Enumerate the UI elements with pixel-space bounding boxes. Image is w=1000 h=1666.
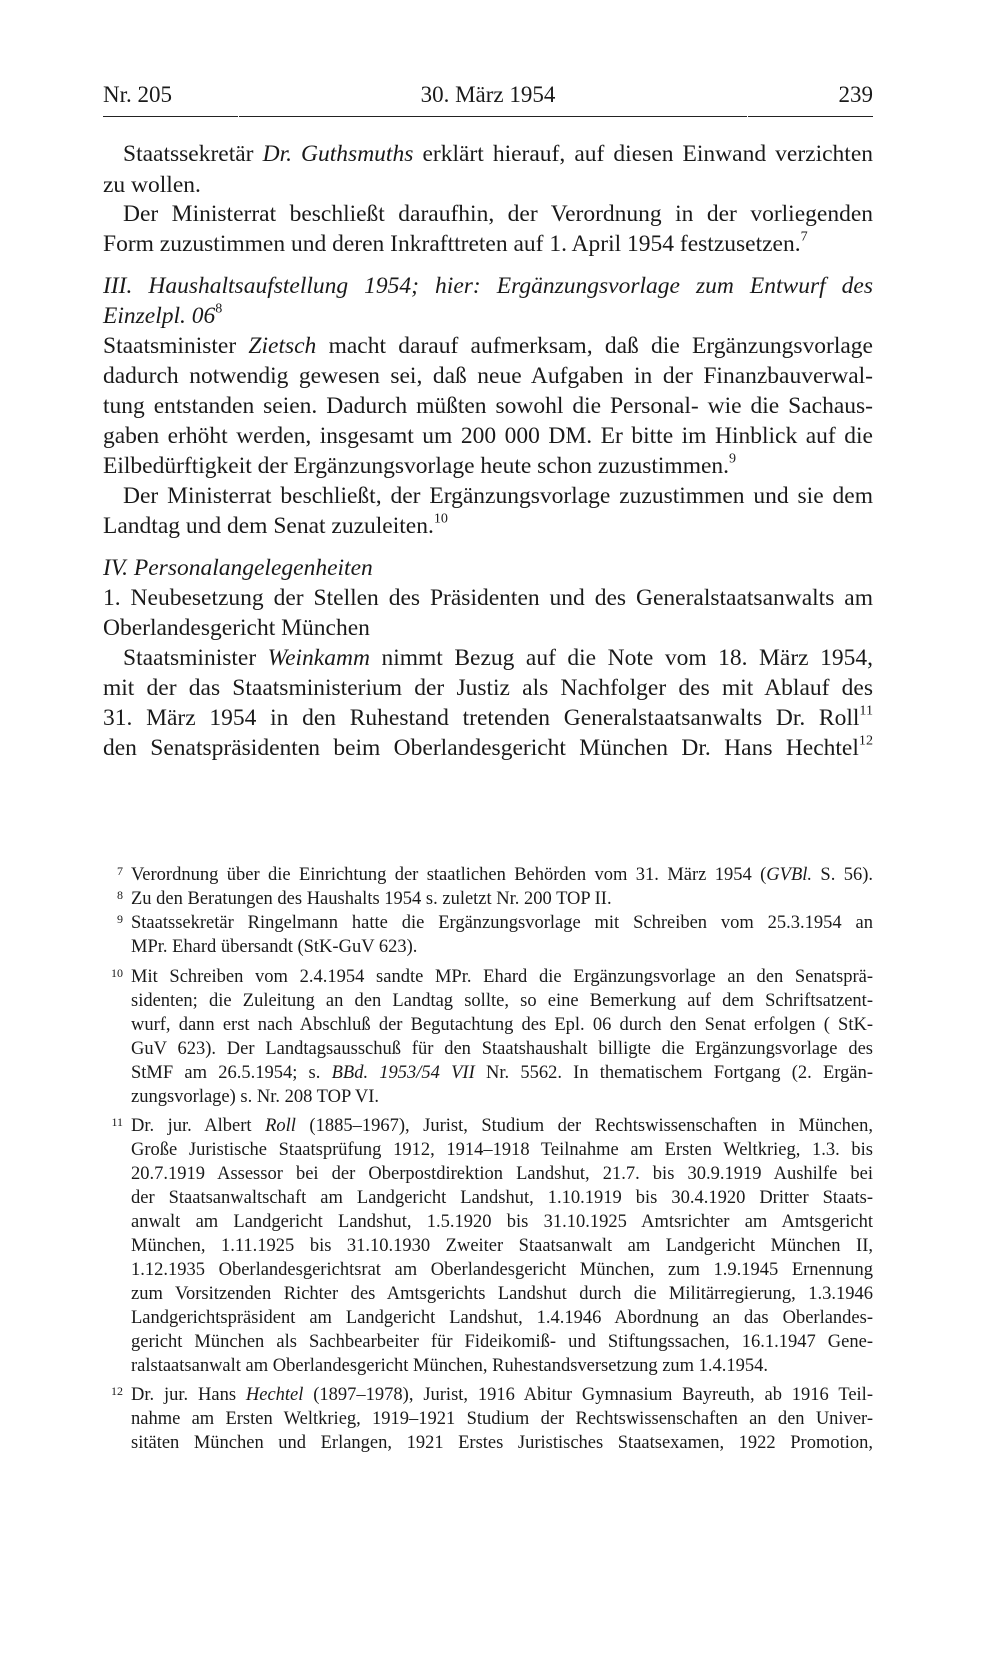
paragraph-line: zu wollen.: [103, 172, 201, 198]
footnote-line: zum Vorsitzenden Richter des Amtsgerichts Landshut durch die Militärregierung, 1.3.1946: [131, 1284, 873, 1304]
header-rule-left: [103, 116, 238, 117]
paragraph-line: tung entstanden seien. Dadurch müßten sowohl die Personal- wie die Sachaus-: [103, 393, 873, 419]
footnote-line: sitäten München und Erlangen, 1921 Erstes Juristisches Staatsexamen, 1922 Promotion,: [131, 1433, 873, 1453]
paragraph-line: den Senatspräsidenten beim Oberlandesgericht München Dr. Hans Hechtel$^{12}$: [103, 732, 873, 761]
paragraph-line: Staatsminister Zietsch macht darauf aufmerksam, daß die Ergänzungsvorlage: [103, 333, 873, 359]
footnote-line: wurf, dann erst nach Abschluß der Begutachtung des Epl. 06 durch den Senat erfolgen ( StK-: [131, 1015, 873, 1035]
person-name: Weinkamm: [267, 645, 370, 671]
footnote-number: 8: [117, 888, 123, 902]
footnote-line: Staatssekretär Ringelmann hatte die Ergänzungsvorlage mit Schreiben vom 25.3.1954 an: [131, 913, 873, 933]
footnote-line: sidenten; die Zuleitung an den Landtag sollte, so eine Bemerkung auf dem Schriftsatzent-: [131, 991, 873, 1011]
paragraph-line: dadurch notwendig gewesen sei, daß neue Aufgaben in der Finanzbauverwal-: [103, 363, 873, 389]
paragraph-line: Der Ministerrat beschließt, der Ergänzungsvorlage zuzustimmen und sie dem: [123, 483, 873, 509]
section-heading: IV. Personalangelegenheiten: [103, 555, 373, 581]
header-rule-center: [239, 116, 747, 117]
section-heading: III. Haushaltsaufstellung 1954; hier: Ergänzungsvorlage zum Entwurf des: [103, 273, 873, 299]
footnote-number: 9: [117, 912, 123, 926]
footnote-line: München, 1.11.1925 bis 31.10.1930 Zweiter Staatsanwalt am Landgericht München II,: [131, 1236, 873, 1256]
footnote-number: 11: [111, 1115, 123, 1129]
paragraph-line: Landtag und dem Senat zuzuleiten.$^{10}$: [103, 510, 448, 539]
footnote-line: GuV 623). Der Landtagsausschuß für den Staatshaushalt billigte die Ergänzungsvorlage des: [131, 1039, 873, 1059]
footnote-line: Landgerichtspräsident am Landgericht Landshut, 1.4.1946 Abordnung an das Oberlandes-: [131, 1308, 873, 1328]
subsection-heading: 1. Neubesetzung der Stellen des Präsidenten und des Generalstaatsanwalts am: [103, 585, 873, 611]
page-number: 239: [838, 82, 873, 107]
footnote-line: Dr. jur. Albert Roll (1885–1967), Jurist, Studium der Rechtswissenschaften in München,: [131, 1116, 873, 1136]
person-name: Zietsch: [248, 333, 317, 359]
footnote-ref[interactable]: 11: [859, 702, 873, 719]
footnote-ref[interactable]: 9: [729, 450, 737, 467]
footnote-line: Mit Schreiben vom 2.4.1954 sandte MPr. Ehard die Ergänzungsvorlage an den Senatsprä-: [131, 967, 873, 987]
footnote-line: Dr. jur. Hans Hechtel (1897–1978), Jurist, 1916 Abitur Gymnasium Bayreuth, ab 1916 Teil-: [131, 1385, 873, 1405]
footnote-ref[interactable]: 7: [800, 228, 808, 245]
paragraph-line: Staatsminister Weinkamm nimmt Bezug auf die Note vom 18. März 1954,: [123, 645, 873, 671]
footnote-line: Zu den Beratungen des Haushalts 1954 s. zuletzt Nr. 200 TOP II.: [131, 889, 612, 909]
footnote-line: gericht München als Sachbearbeiter für Fideikomiß- und Stiftungssachen, 16.1.1947 Gene-: [131, 1332, 873, 1352]
footnote-number: 10: [111, 966, 123, 980]
footnote-line: anwalt am Landgericht Landshut, 1.5.1920 bis 31.10.1925 Amtsrichter am Amtsgericht: [131, 1212, 873, 1232]
footnote-line: nahme am Ersten Weltkrieg, 1919–1921 Studium der Rechtswissenschaften an den Univer-: [131, 1409, 873, 1429]
footnote-line: MPr. Ehard übersandt (StK-GuV 623).: [131, 937, 418, 957]
document-number: Nr. 205: [103, 82, 172, 107]
paragraph-line: Form zuzustimmen und deren Inkrafttreten auf 1. April 1954 festzusetzen.$^7$: [103, 228, 808, 257]
footnote-line: 1.12.1935 Oberlandesgerichtsrat am Oberlandesgericht München, zum 1.9.1945 Ernennung: [131, 1260, 873, 1280]
person-name: Dr. Guthsmuths: [262, 141, 414, 167]
footnote-ref[interactable]: 10: [433, 510, 448, 527]
paragraph-line: Eilbedürftigkeit der Ergänzungsvorlage heute schon zuzustimmen.$^9$: [103, 450, 737, 479]
running-head: [103, 82, 873, 118]
section-heading: Einzelpl. $06^8$: [103, 300, 223, 329]
footnote-number: 12: [111, 1384, 123, 1398]
footnote-line: ralstaatsanwalt am Oberlandesgericht München, Ruhestandsversetzung zum 1.4.1954.: [131, 1356, 769, 1376]
paragraph-line: mit der das Staatsministerium der Justiz als Nachfolger des mit Ablauf des: [103, 675, 873, 701]
paragraph-line: 31. März 1954 in den Ruhestand tretenden Generalstaatsanwalts Dr. Roll$^{11}$: [103, 702, 873, 731]
session-date: 30. März 1954: [420, 82, 556, 107]
subsection-heading: Oberlandesgericht München: [103, 615, 370, 641]
footnote-line: StMF am 26.5.1954; s. BBd. 1953/54 VII Nr. 5562. In thematischem Fortgang (2. Ergän-: [131, 1063, 873, 1083]
footnote-line: der Staatsanwaltschaft am Landgericht Landshut, 1.10.1919 bis 30.4.1920 Dritter Staats-: [131, 1188, 873, 1208]
paragraph-line: Der Ministerrat beschließt daraufhin, der Verordnung in der vorliegenden: [123, 201, 873, 227]
footnote-line: Große Juristische Staatsprüfung 1912, 1914–1918 Teilnahme am Ersten Weltkrieg, 1.3. bis: [131, 1140, 873, 1160]
footnote-ref[interactable]: 12: [858, 732, 873, 749]
footnote-number: 7: [117, 864, 123, 878]
footnote-line: 20.7.1919 Assessor bei der Oberpostdirektion Landshut, 21.7. bis 30.9.1919 Aushilfe bei: [131, 1164, 873, 1184]
footnote-line: zungsvorlage) s. Nr. 208 TOP VI.: [131, 1087, 380, 1107]
paragraph-line: gaben erhöht werden, insgesamt um 200 000 DM. Er bitte im Hinblick auf die: [103, 423, 873, 449]
header-rule-right: [748, 116, 873, 117]
footnote-ref[interactable]: 8: [215, 300, 223, 317]
paragraph-line: Staatssekretär Dr. Guthsmuths erklärt hierauf, auf diesen Einwand verzichten: [123, 141, 873, 167]
footnote-line: Verordnung über die Einrichtung der staatlichen Behörden vom 31. März 1954 (GVBl. S. 56).: [131, 865, 874, 885]
